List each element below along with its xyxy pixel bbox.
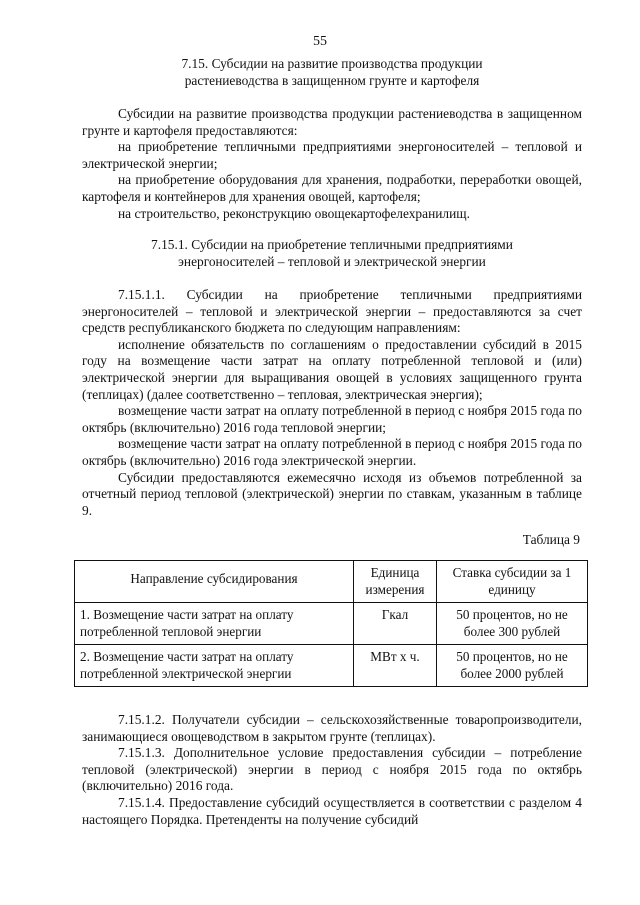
table-cell: 50 процентов, но не более 2000 рублей: [437, 645, 588, 687]
table-row: [75, 645, 588, 687]
table-row: [75, 603, 588, 645]
intro-paragraph: на приобретение тепличными предприятиями энергоносителей – тепловой и электрической энергии;: [82, 139, 582, 171]
table-header-cell: Ставка субсидии за 1 единицу: [437, 561, 588, 603]
after-table-section: [82, 712, 582, 828]
table-cell: 2. Возмещение части затрат на оплату потребленной электрической энергии: [75, 645, 354, 687]
body-paragraph: 7.15.1.2. Получатели субсидии – сельскохозяйственные товаропроизводители, занимающиеся овощеводством в закрытом грунте (теплицах).: [82, 712, 582, 744]
body-paragraph: 7.15.1.3. Дополнительное условие предоставления субсидии – потребление тепловой (электрической) энергии в период с ноября 2015 года по октябрь (включительно) 2016 года.: [82, 745, 582, 794]
intro-paragraph: на строительство, реконструкцию овощекартофелехранилищ.: [118, 205, 470, 221]
body-paragraph: возмещение части затрат на оплату потребленной в период с ноября 2015 года по октябрь (включительно) 2016 года электрической энергии.: [82, 436, 582, 468]
intro-paragraph: на приобретение оборудования для хранения, подработки, переработки овощей, картофеля и контейнеров для хранения овощей, картофеля;: [82, 172, 582, 204]
section-title-line-1: 7.15. Субсидии на развитие производства продукции: [181, 56, 483, 71]
table-label: Таблица 9: [522, 532, 580, 547]
table-cell: 50 процентов, но не более 300 рублей: [437, 603, 588, 645]
body-paragraph: 7.15.1.4. Предоставление субсидий осуществляется в соответствии с разделом 4 настоящего Порядка. Претенденты на получение субсидий: [82, 794, 582, 827]
subsidy-rates-table: [74, 560, 588, 687]
subsection-title-line-2: энергоносителей – тепловой и электрической энергии: [178, 253, 486, 269]
page-number: 55: [313, 34, 327, 49]
subsection-title-line-1: 7.15.1. Субсидии на приобретение тепличными предприятиями: [151, 237, 513, 252]
table-cell: Гкал: [354, 603, 437, 645]
body-paragraph: исполнение обязательств по соглашениям о предоставлении субсидий в 2015 году на возмещение части затрат на оплату потребленной тепловой и (или) электрической энергии для выращивания овощей в условиях защищенного грунта (теплицах) (далее соответственно – тепловая, электрическая энергия);: [82, 336, 582, 402]
intro-section: [82, 106, 582, 222]
subsection-title: [82, 237, 582, 270]
body-paragraph: 7.15.1.1. Субсидии на приобретение тепличными предприятиями энергоносителей – тепловой и электрической энергии – предоставляются за счет средств республиканского бюджета по следующим направлениям:: [82, 287, 582, 336]
table-header-row: [75, 561, 588, 603]
table-cell: 1. Возмещение части затрат на оплату потребленной тепловой энергии: [75, 603, 354, 645]
body-paragraph: Субсидии предоставляются ежемесячно исходя из объемов потребленной за отчетный период тепловой (электрической) энергии по ставкам, указанным в таблице 9.: [82, 469, 582, 518]
table-header-cell: Единица измерения: [354, 561, 437, 603]
table-header-cell: Направление субсидирования: [75, 561, 354, 603]
table-cell: МВт х ч.: [354, 645, 437, 687]
body-paragraph: возмещение части затрат на оплату потребленной в период с ноября 2015 года по октябрь (включительно) 2016 года тепловой энергии;: [82, 403, 582, 435]
intro-paragraph: Субсидии на развитие производства продукции растениеводства в защищенном грунте и картофеля предоставляются:: [82, 106, 582, 138]
body-section: [82, 287, 582, 519]
section-title: [82, 56, 582, 89]
section-title-line-2: растениеводства в защищенном грунте и картофеля: [184, 72, 480, 88]
